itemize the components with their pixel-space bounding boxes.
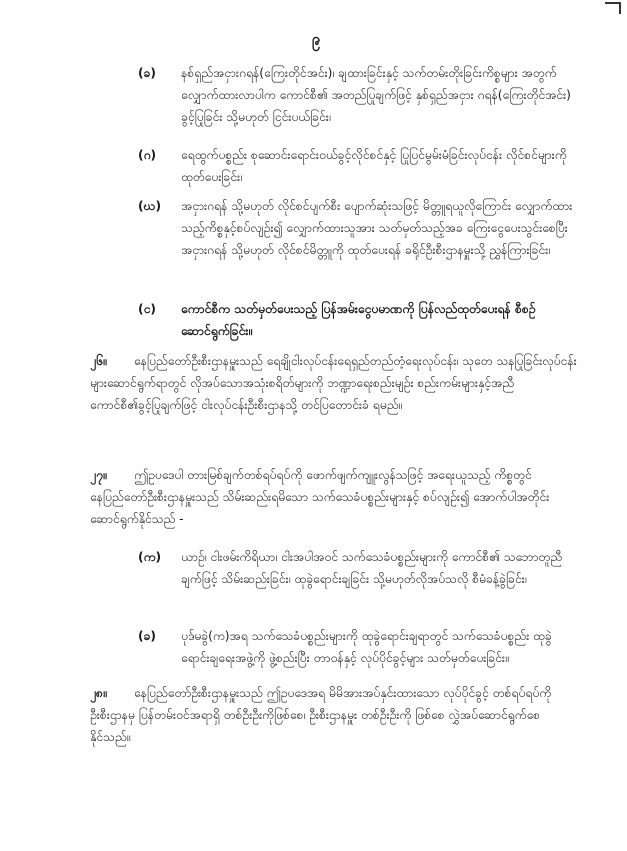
section-27-item-kha — [138, 625, 578, 669]
section-26 — [90, 350, 580, 416]
section-text: နေပြည်တော်ဦးစီးဌာနမှူးသည် ဤဥပဒေအရ မိမိအားအပ်နှင်းထားသော လုပ်ပိုင်ခွင့် တစ်ရပ်ရပ်ကို ဦးစီးဌာနမှ ပြန်တမ်းဝင်အရာရှိ တစ်ဦးဦးကိုဖြစ်စေ၊ ဦးစီးဌာနမှူး တစ်ဦးဦးကို ဖြစ်စေ လွှဲအပ်ဆောင်ရွက်စေနိုင်သည်။ — [90, 686, 552, 744]
sub-item-label: (ဂ) — [138, 148, 157, 162]
sub-item-text: ကောင်စီက သတ်မှတ်ပေးသည့် ပြန်အမ်းငွေပမာဏကို ပြန်လည်ထုတ်ပေးရန် စီစဉ်ဆောင်ရွက်ခြင်း။ — [181, 302, 536, 338]
sub-item-kha — [138, 62, 578, 128]
sub-item-ga — [138, 144, 578, 188]
sub-item-label: (ခ) — [138, 66, 156, 80]
sub-item-text: အငှားဂရန် သို့မဟုတ် လိုင်စင်ပျက်စီး ပျောက်ဆုံးသဖြင့် မိတ္တူရယူလိုကြောင်း လျှောက်ထားသည့်ကိစ္စနှင့်စပ်လျဉ်း၍ လျှောက်ထားသူအား သတ်မှတ်သည့်အခ ကြေးငွေပေးသွင်းစေပြီး အငှားဂရန် သို့မဟုတ် လိုင်စင်မိတ္တူကို ထုတ်ပေးရန် ခရိုင်ဦးစီးဌာနမှူးသို့ ညွှန်ကြားခြင်း၊ — [181, 199, 573, 257]
section-27 — [90, 464, 580, 530]
sub-item-text: နစ်ရှည်အငှားဂရန်(ကြေးတိုင်အင်း)၊ ချထားခြင်းနှင့် သက်တမ်းတိုးခြင်းကိစ္စများ အတွက် လျှောက်ထားလာပါက ကောင်စီ၏ အတည်ပြုချက်ဖြင့် နှစ်ရှည်အငှား ဂရန်(ကြေးတိုင်အင်း) ခွင့်ပြုခြင်း သို့မဟုတ် ငြင်းပယ်ခြင်း၊ — [181, 66, 571, 124]
section-label: ၂၆။ — [90, 354, 107, 368]
page-corner-mark — [605, 2, 621, 14]
section-label: ၂၇။ — [90, 468, 107, 482]
sub-item-text: ရေထွက်ပစ္စည်း စုဆောင်းရောင်းဝယ်ခွင့်လိုင်စင်နှင့် ပြုပြင်မွမ်းမံခြင်းလုပ်ငန်း လိုင်စင်များကို ထုတ်ပေးခြင်း၊ — [181, 148, 567, 184]
sub-item-label: (က) — [138, 550, 162, 564]
sub-item-gha — [138, 195, 578, 261]
page-number: ၉ — [311, 30, 321, 48]
sub-item-label: (ဃ) — [138, 199, 162, 213]
sub-item-text: ယာဉ်၊ ငါးဖမ်းကိရိယာ၊ ငါးအပါအဝင် သက်သေခံပစ္စည်းများကို ကောင်စီ၏ သဘောတူညီချက်ဖြင့် သိမ်းဆည်းခြင်း၊ ထုခွဲရောင်းချခြင်း သို့မဟုတ်လိုအပ်သလို စီမံခန့်ခွဲခြင်း၊ — [181, 550, 563, 586]
section-text: နေပြည်တော်ဦးစီးဌာနမှူးသည် ရေချိုငါးလုပ်ငန်းရေရှည်တည်တံ့ရေးလုပ်ငန်း၊ သုတေ သနပြုခြင်းလုပ်ငန်းများဆောင်ရွက်ရာတွင် လိုအပ်သောအသုံးစရိတ်များကို ဘဏ္ဍာရေးစည်းမျဉ်း စည်းကမ်းများနှင့်အညီ ကောင်စီ၏ခွင့်ပြုချက်ဖြင့် ငါးလုပ်ငန်းဦးစီးဌာနသို့ တင်ပြတောင်းခံ ရမည်။ — [90, 354, 577, 412]
sub-item-text: ပုဒ်မခွဲ(က)အရ သက်သေခံပစ္စည်းများကို ထုခွဲရောင်းချရာတွင် သက်သေခံပစ္စည်း ထုခွဲရောင်းချရေးအဖွဲ့ကို ဖွဲ့စည်းပြီး တာဝန်နှင့် လုပ်ပိုင်ခွင့်များ သတ်မှတ်ပေးခြင်း။ — [181, 629, 552, 665]
section-27-item-ka — [138, 546, 578, 590]
section-label: ၂၈။ — [90, 686, 107, 700]
section-text: ဤဥပဒေပါ တားမြစ်ချက်တစ်ရပ်ရပ်ကို ဖောက်ဖျက်ကျူးလွန်သဖြင့် အရေးယူသည့် ကိစ္စတွင် နေပြည်တော်ဦးစီးဌာနမှူးသည် သိမ်းဆည်းရမိသော သက်သေခံပစ္စည်းများနှင့် စပ်လျဉ်း၍ အောက်ပါအတိုင်းဆောင်ရွက်နိုင်သည် - — [90, 468, 550, 526]
sub-item-label: (ခ) — [138, 629, 156, 643]
sub-item-nga — [138, 298, 578, 342]
sub-item-label: (င) — [138, 302, 156, 316]
section-28 — [90, 682, 580, 748]
